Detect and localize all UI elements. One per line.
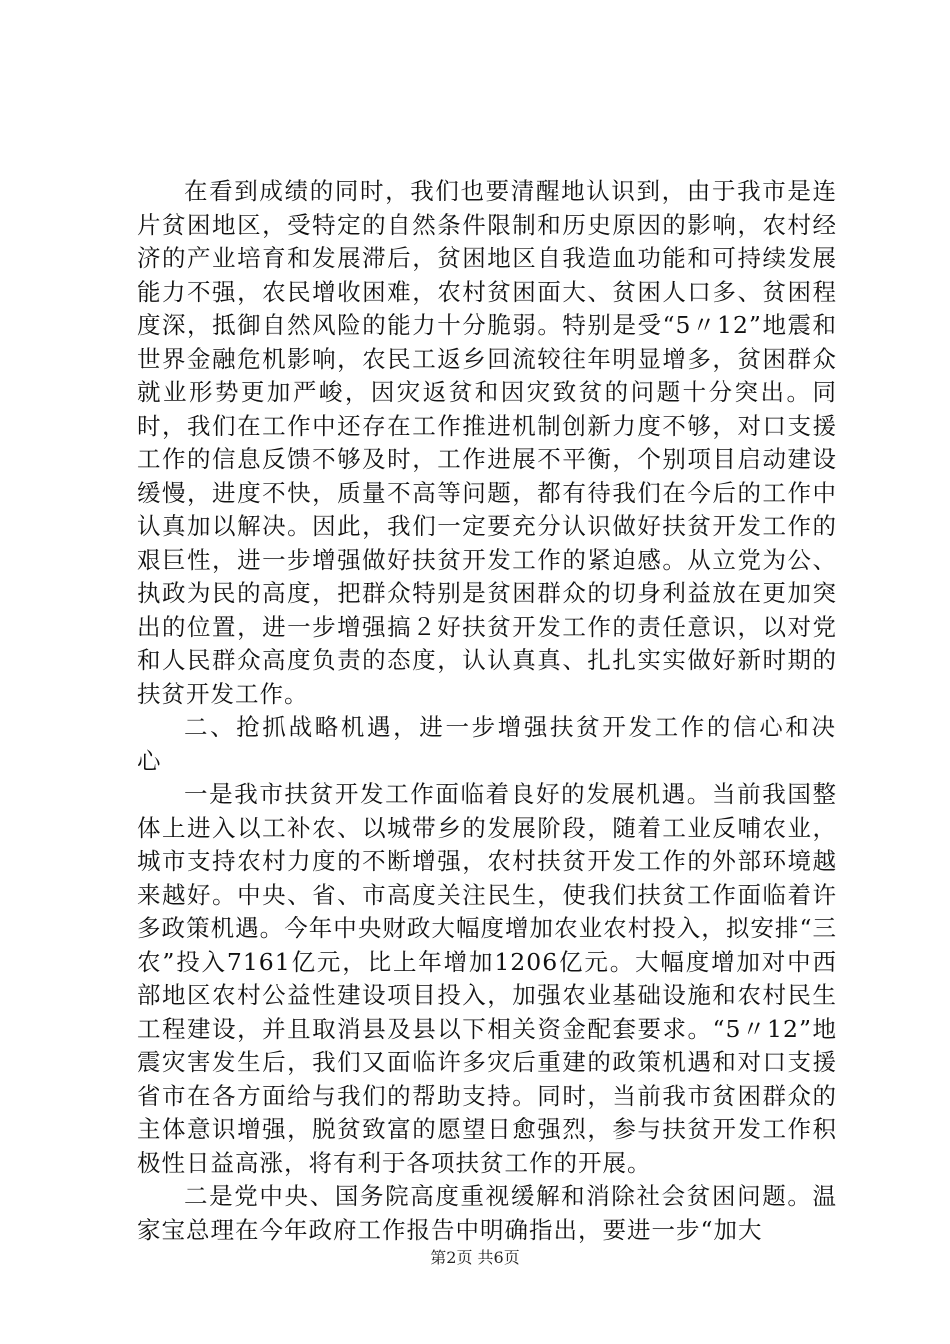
paragraph-challenges: 在看到成绩的同时，我们也要清醒地认识到，由于我市是连片贫困地区，受特定的自然条件限制和历史原因的影响，农村经济的产业培育和发展滞后，贫困地区自我造血功能和可持续发展能力不强，农民增收困难，农村贫困面大、贫困人口多、贫困程度深，抵御自然风险的能力十分脆弱。特别是受“5〃12”地震和世界金融危机影响，农民工返乡回流较往年明显增多，贫困群众就业形势更加严峻，因灾返贫和因灾致贫的问题十分突出。同时，我们在工作中还存在工作推进机制创新力度不够，对口支援工作的信息反馈不够及时，工作进展不平衡，个别项目启动建设缓慢，进度不快，质量不高等问题，都有待我们在今后的工作中认真加以解决。因此，我们一定要充分认识做好扶贫开发工作的艰巨性，进一步增强做好扶贫开发工作的紧迫感。从立党为公、执政为民的高度，把群众特别是贫困群众的切身利益放在更加突出的位置，进一步增强搞２好扶贫开发工作的责任意识，以对党和人民群众高度负责的态度，认认真真、扎扎实实做好新时期的扶贫开发工作。 xyxy=(137,177,837,708)
document-body xyxy=(137,175,837,1247)
paragraph-opportunity-two: 二是党中央、国务院高度重视缓解和消除社会贫困问题。温家宝总理在今年政府工作报告中明确指出，要进一步“加大 xyxy=(137,1182,837,1244)
page-number-footer: 第2页 共6页 xyxy=(430,1248,520,1267)
section-heading: 二、抢抓战略机遇，进一步增强扶贫开发工作的信心和决心 xyxy=(137,713,837,775)
paragraph-opportunity-one: 一是我市扶贫开发工作面临着良好的发展机遇。当前我国整体上进入以工补农、以城带乡的发展阶段，随着工业反哺农业，城市支持农村力度的不断增强，农村扶贫开发工作的外部环境越来越好。中央、省、市高度关注民生，使我们扶贫工作面临着许多政策机遇。今年中央财政大幅度增加农业农村投入，拟安排“三农”投入7161亿元，比上年增加1206亿元。大幅度增加对中西部地区农村公益性建设项目投入，加强农业基础设施和农村民生工程建设，并且取消县及县以下相关资金配套要求。“5〃12”地震灾害发生后，我们又面临许多灾后重建的政策机遇和对口支援省市在各方面给与我们的帮助支持。同时，当前我市贫困群众的主体意识增强，脱贫致富的愿望日愈强烈，参与扶贫开发工作积极性日益高涨，将有利于各项扶贫工作的开展。 xyxy=(137,780,837,1177)
